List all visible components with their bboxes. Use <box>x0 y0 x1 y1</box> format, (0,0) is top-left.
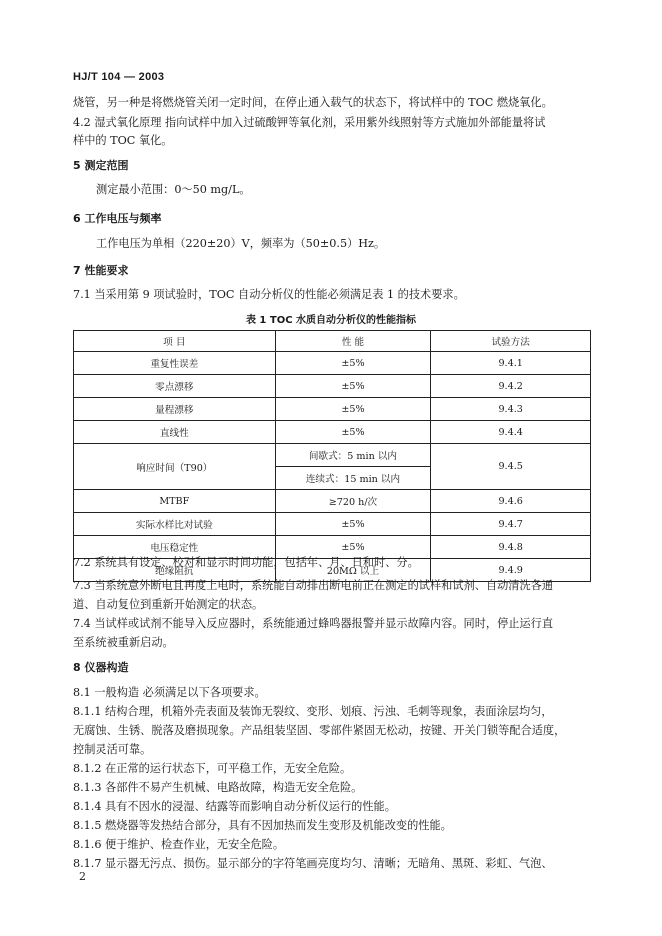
section-7-1: 7.1 当采用第 9 项试验时，TOC 自动分析仪的性能必须满足表 1 的技术要求。 <box>73 288 465 301</box>
cell-method: 9.4.4 <box>431 421 591 444</box>
cell-method: 9.4.6 <box>431 490 591 513</box>
table-caption: 表 1 TOC 水质自动分析仪的性能指标 <box>245 315 417 326</box>
section-8-1-1-line1: 8.1.1 结构合理，机箱外壳表面及装饰无裂纹、变形、划痕、污浊、毛刺等现象，表面涂层均匀， <box>73 705 553 718</box>
table-row <box>74 398 591 421</box>
section-6-title: 6 工作电压与频率 <box>73 212 162 225</box>
cell-item: 量程漂移 <box>74 398 276 421</box>
section-7-4-line2: 至系统被重新启动。 <box>73 636 174 649</box>
cell-method: 9.4.5 <box>431 444 591 490</box>
section-8-1-1-line2: 无腐蚀、生锈、脱落及磨损现象。产品组装坚固、零部件紧固无松动，按键、开关门锁等配合适度， <box>73 724 566 737</box>
section-4-2-line2: 样中的 TOC 氧化。 <box>73 134 173 147</box>
section-8-title: 8 仪器构造 <box>73 661 129 674</box>
cell-method: 9.4.3 <box>431 398 591 421</box>
section-5-title: 5 测定范围 <box>73 159 129 172</box>
section-7-3-line1: 7.3 当系统意外断电且再度上电时，系统能自动排出断电前正在测定的试样和试剂、自动清洗各通 <box>73 579 554 592</box>
cell-item: 重复性误差 <box>74 352 276 375</box>
section-8-1-3: 8.1.3 各部件不易产生机械、电路故障，构造无安全危险。 <box>73 781 363 794</box>
table-row-response-time <box>74 444 591 467</box>
table-row <box>74 375 591 398</box>
section-8-1-4: 8.1.4 具有不因水的浸湿、结露等而影响自动分析仪运行的性能。 <box>73 800 396 813</box>
header-test-method: 试验方法 <box>431 331 591 352</box>
cell-item: MTBF <box>74 490 276 513</box>
cell-performance: 20MΩ 以上 <box>275 559 431 582</box>
section-8-1-7: 8.1.7 显示器无污点、损伤。显示部分的字符笔画亮度均匀、清晰；无暗角、黑斑、彩虹、气泡、 <box>73 857 553 870</box>
cell-item: 零点漂移 <box>74 375 276 398</box>
cell-performance: ±5% <box>275 536 431 559</box>
cell-method: 9.4.2 <box>431 375 591 398</box>
table-row <box>74 513 591 536</box>
cell-performance: ±5% <box>275 421 431 444</box>
standard-code: HJ/T 104 — 2003 <box>73 71 165 83</box>
table-row <box>74 421 591 444</box>
section-5-text: 测定最小范围：0～50 mg/L。 <box>96 183 251 196</box>
performance-table <box>73 330 591 582</box>
section-4-2-line1: 4.2 湿式氧化原理 指向试样中加入过硫酸钾等氧化剂，采用紫外线照射等方式施加外部能量将试 <box>73 116 546 129</box>
cell-performance: 连续式：15 min 以内 <box>275 467 431 490</box>
table-row <box>74 490 591 513</box>
cell-item: 直线性 <box>74 421 276 444</box>
section-6-text: 工作电压为单相（220±20）V，频率为（50±0.5）Hz。 <box>96 237 386 250</box>
page-number: 2 <box>79 870 86 883</box>
table-header-row <box>74 331 591 352</box>
cell-method: 9.4.7 <box>431 513 591 536</box>
section-8-1-6: 8.1.6 便于维护、检查作业，无安全危险。 <box>73 838 285 851</box>
cell-performance: ±5% <box>275 513 431 536</box>
cell-performance: ±5% <box>275 352 431 375</box>
cell-performance: 间歇式：5 min 以内 <box>275 444 431 467</box>
cell-item: 电压稳定性 <box>74 536 276 559</box>
section-8-1-5: 8.1.5 燃烧器等发热结合部分，具有不因加热而发生变形及机能改变的性能。 <box>73 819 452 832</box>
paragraph-continuation: 烧管，另一种是将燃烧管关闭一定时间，在停止通入载气的状态下，将试样中的 TOC 燃烧氧化。 <box>73 96 553 109</box>
section-7-3-line2: 道、自动复位到重新开始测定的状态。 <box>73 598 264 611</box>
cell-performance: ≥720 h/次 <box>275 490 431 513</box>
cell-item: 绝缘阻抗 <box>74 559 276 582</box>
cell-method: 9.4.8 <box>431 536 591 559</box>
section-7-title: 7 性能要求 <box>73 264 129 277</box>
section-7-2: 7.2 系统具有设定、校对和显示时间功能，包括年、月、日和时、分。 <box>73 556 419 569</box>
section-7-4-line1: 7.4 当试样或试剂不能导入反应器时，系统能通过蜂鸣器报警并显示故障内容。同时，停止运行直 <box>73 617 554 630</box>
cell-performance: ±5% <box>275 398 431 421</box>
section-8-1-2: 8.1.2 在正常的运行状态下，可平稳工作，无安全危险。 <box>73 762 352 775</box>
header-performance: 性 能 <box>275 331 431 352</box>
cell-performance: ±5% <box>275 375 431 398</box>
section-8-1: 8.1 一般构造 必须满足以下各项要求。 <box>73 686 266 699</box>
table-row <box>74 352 591 375</box>
cell-item: 实际水样比对试验 <box>74 513 276 536</box>
cell-method: 9.4.1 <box>431 352 591 375</box>
header-item: 项 目 <box>74 331 276 352</box>
cell-item: 响应时间（T90） <box>74 444 276 490</box>
section-8-1-1-line3: 控制灵活可靠。 <box>73 743 152 756</box>
cell-method: 9.4.9 <box>431 559 591 582</box>
